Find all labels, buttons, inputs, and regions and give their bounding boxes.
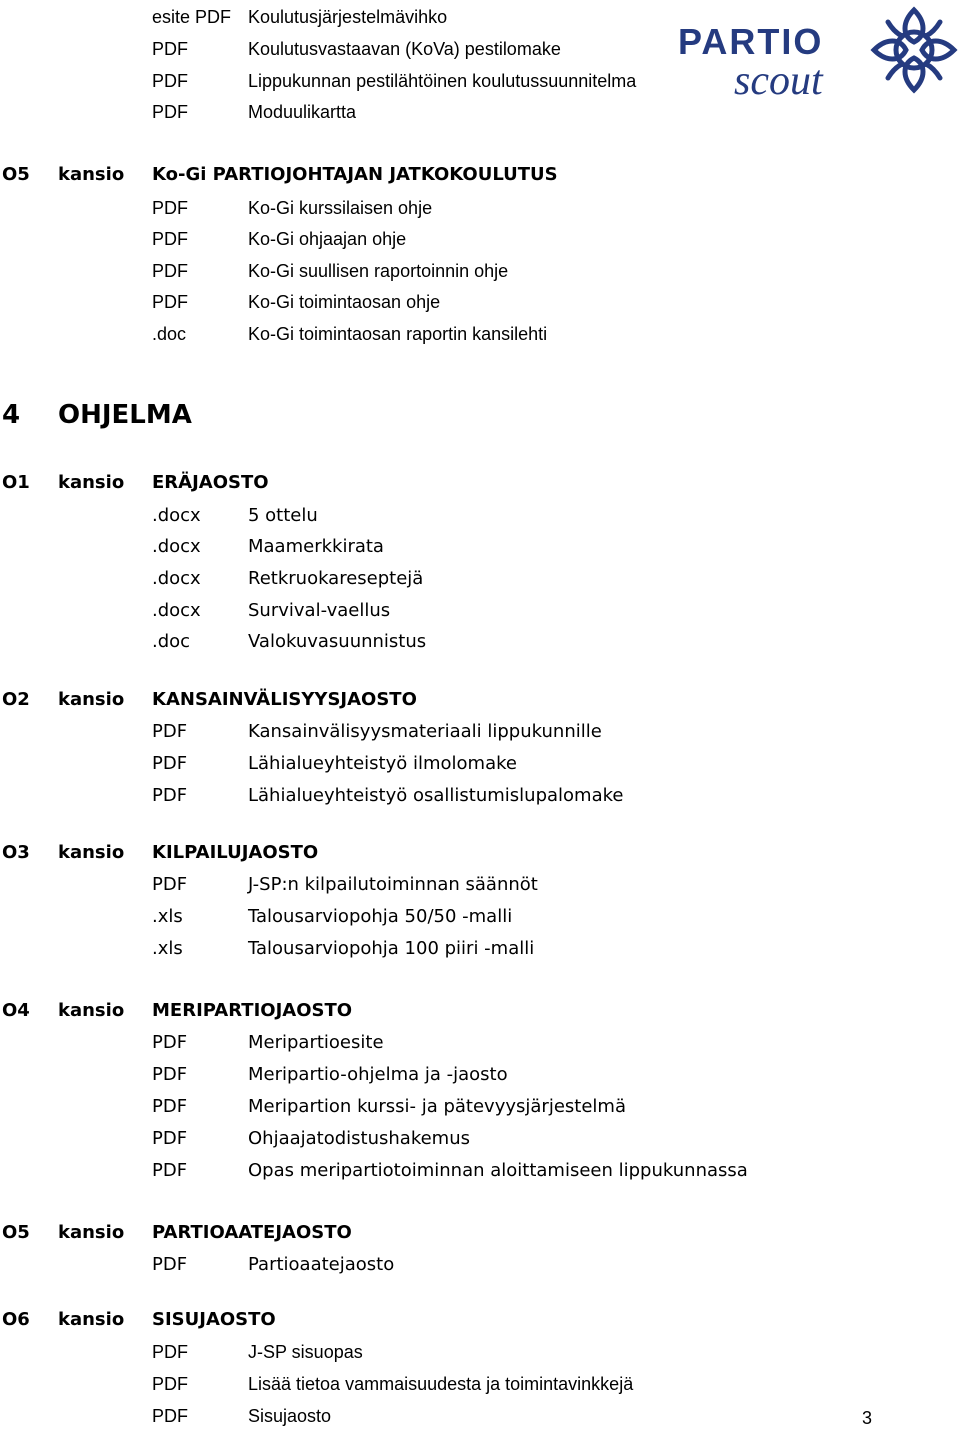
file-type: PDF <box>152 1342 188 1362</box>
folder-kind: kansio <box>58 689 125 710</box>
folder-title: KANSAINVÄLISYYSJAOSTO <box>152 689 417 710</box>
file-link[interactable]: Sisujaosto <box>248 1406 332 1426</box>
file-type: esite PDF <box>152 7 232 27</box>
file-type: .docx <box>152 568 201 589</box>
folder-kind: kansio <box>58 1309 125 1330</box>
file-link[interactable]: Kansainvälisyysmateriaali lippukunnille <box>248 721 602 742</box>
folder-code: O6 <box>2 1309 30 1330</box>
file-link[interactable]: Opas meripartiotoiminnan aloittamiseen lippukunnassa <box>248 1160 748 1181</box>
file-type: .xls <box>152 906 183 927</box>
file-type: PDF <box>152 198 188 218</box>
folder-title: KILPAILUJAOSTO <box>152 842 319 863</box>
folder-code: O5 <box>2 1222 30 1243</box>
file-link[interactable]: Talousarviopohja 100 piiri -malli <box>248 938 535 959</box>
folder-kind: kansio <box>58 472 125 493</box>
folder-kind: kansio <box>58 1000 125 1021</box>
file-type: PDF <box>152 1160 188 1181</box>
file-type: PDF <box>152 753 188 774</box>
file-type: .docx <box>152 536 201 557</box>
folder-kind: kansio <box>58 842 125 863</box>
file-link[interactable]: Retkruokareseptejä <box>248 568 424 589</box>
file-link[interactable]: Ko-Gi suullisen raportoinnin ohje <box>248 261 509 281</box>
folder-code: O5 <box>2 164 30 185</box>
folder-title: SISUJAOSTO <box>152 1309 276 1330</box>
file-link[interactable]: J-SP:n kilpailutoiminnan säännöt <box>248 874 538 895</box>
file-link[interactable]: Valokuvasuunnistus <box>248 631 427 652</box>
file-link[interactable]: Partioaatejaosto <box>248 1254 395 1275</box>
file-link[interactable]: Koulutusjärjestelmävihko <box>248 7 448 27</box>
file-type: PDF <box>152 1096 188 1117</box>
file-link[interactable]: Meripartion kurssi- ja pätevyysjärjestelmä <box>248 1096 626 1117</box>
folder-code: O4 <box>2 1000 30 1021</box>
file-type: PDF <box>152 1374 188 1394</box>
file-type: .xls <box>152 938 183 959</box>
file-type: PDF <box>152 785 188 806</box>
file-link[interactable]: J-SP sisuopas <box>248 1342 363 1362</box>
file-type: PDF <box>152 39 188 59</box>
folder-title: PARTIOAATEJAOSTO <box>152 1222 352 1243</box>
file-link[interactable]: 5 ottelu <box>248 505 318 526</box>
folder-title: ERÄJAOSTO <box>152 472 269 493</box>
folder-code: O1 <box>2 472 30 493</box>
file-type: PDF <box>152 261 188 281</box>
file-type: .docx <box>152 600 201 621</box>
folder-code: O2 <box>2 689 30 710</box>
file-type: PDF <box>152 1064 188 1085</box>
file-link[interactable]: Ko-Gi toimintaosan raportin kansilehti <box>248 324 548 344</box>
section-number: 4 <box>2 400 21 430</box>
file-type: PDF <box>152 1254 188 1275</box>
file-link[interactable]: Lähialueyhteistyö osallistumislupalomake <box>248 785 624 806</box>
file-link[interactable]: Koulutusvastaavan (KoVa) pestilomake <box>248 39 561 59</box>
file-type: PDF <box>152 874 188 895</box>
file-link[interactable]: Survival-vaellus <box>248 600 391 621</box>
file-type: PDF <box>152 229 188 249</box>
partio-scout-logo <box>676 2 960 102</box>
folder-code: O3 <box>2 842 30 863</box>
file-link[interactable]: Ko-Gi toimintaosan ohje <box>248 292 441 312</box>
lily-icon <box>874 10 954 90</box>
logo-line2: scout <box>734 58 823 102</box>
file-link[interactable]: Maamerkkirata <box>248 536 384 557</box>
file-type: PDF <box>152 71 188 91</box>
file-type: PDF <box>152 292 188 312</box>
file-type: PDF <box>152 1128 188 1149</box>
logo-line1: PARTIO <box>678 21 824 62</box>
file-type: PDF <box>152 1032 188 1053</box>
file-link[interactable]: Ko-Gi ohjaajan ohje <box>248 229 407 249</box>
folder-title: MERIPARTIOJAOSTO <box>152 1000 353 1021</box>
file-link[interactable]: Ohjaajatodistushakemus <box>248 1128 471 1149</box>
file-type: .docx <box>152 505 201 526</box>
file-link[interactable]: Lippukunnan pestilähtöinen koulutussuunnitelma <box>248 71 637 91</box>
file-type: .doc <box>152 324 187 344</box>
file-type: .doc <box>152 631 191 652</box>
file-link[interactable]: Meripartioesite <box>248 1032 384 1053</box>
file-type: PDF <box>152 1406 188 1426</box>
file-type: PDF <box>152 102 188 122</box>
file-link[interactable]: Meripartio-ohjelma ja -jaosto <box>248 1064 508 1085</box>
folder-kind: kansio <box>58 164 125 185</box>
file-link[interactable]: Lisää tietoa vammaisuudesta ja toimintavinkkejä <box>248 1374 634 1394</box>
section-title: OHJELMA <box>58 400 192 430</box>
file-link[interactable]: Talousarviopohja 50/50 -malli <box>248 906 513 927</box>
folder-kind: kansio <box>58 1222 125 1243</box>
file-link[interactable]: Lähialueyhteistyö ilmolomake <box>248 753 517 774</box>
file-type: PDF <box>152 721 188 742</box>
page-number: 3 <box>862 1408 873 1428</box>
folder-title: Ko-Gi PARTIOJOHTAJAN JATKOKOULUTUS <box>152 164 558 185</box>
file-link[interactable]: Moduulikartta <box>248 102 357 122</box>
file-link[interactable]: Ko-Gi kurssilaisen ohje <box>248 198 433 218</box>
